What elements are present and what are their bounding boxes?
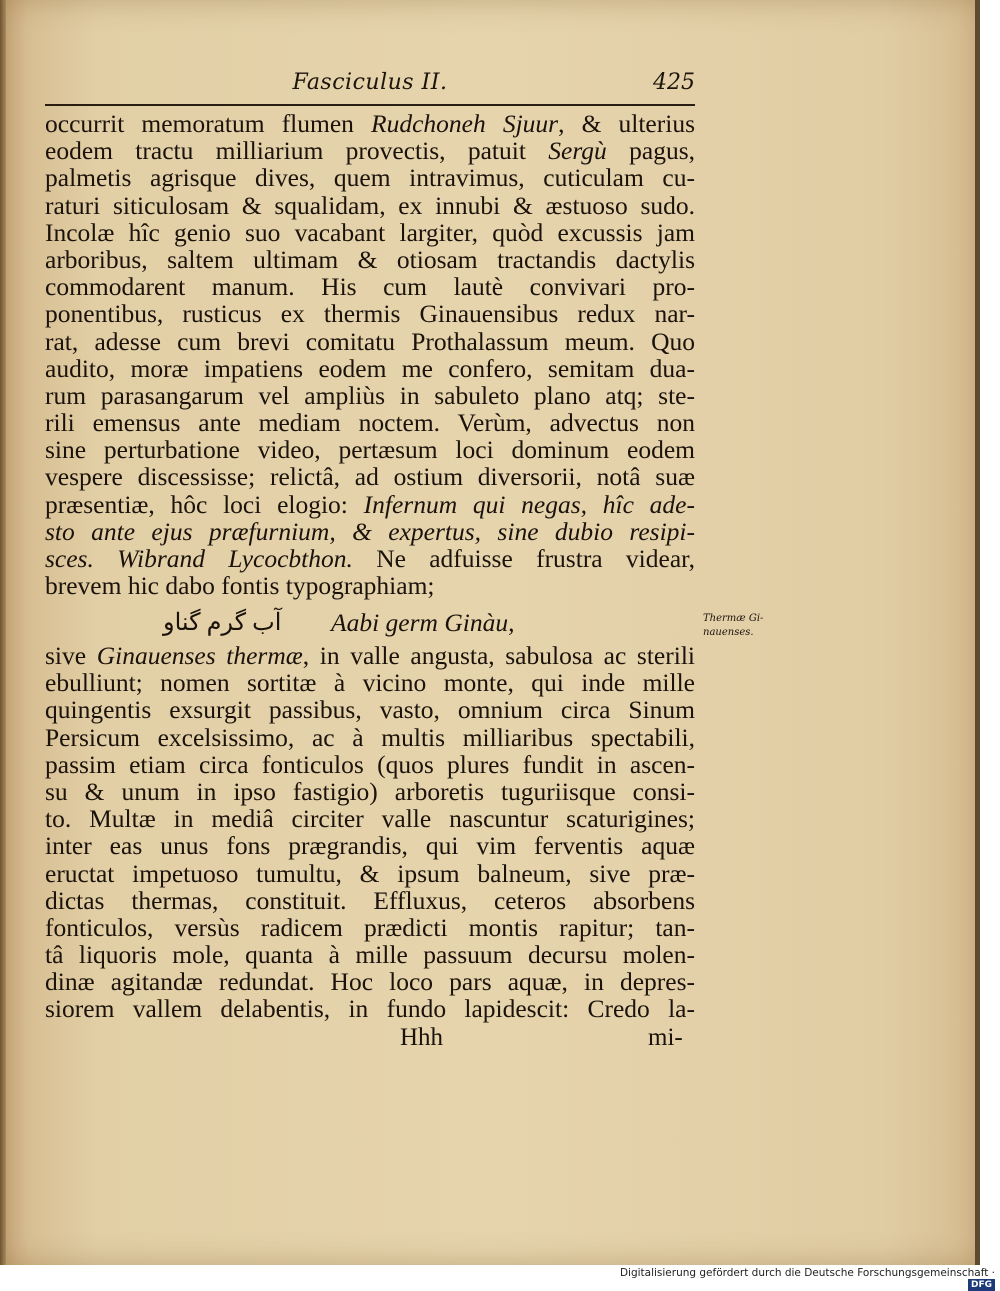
marginal-note-line-2: nauenses. xyxy=(703,627,754,638)
text-segment: occurrit memoratum flumen xyxy=(45,109,372,138)
text-segment: Persicum excelsissimo, ac à multis milliaribus spectabili, xyxy=(45,722,695,752)
digitization-credit xyxy=(600,1267,995,1290)
text-segment: raturi siticulosam & squalidam, ex innubi & æstuoso sudo. xyxy=(45,190,695,220)
text-segment: , in valle angusta, sabulosa ac sterili xyxy=(302,641,695,670)
text-segment: fonticulos, versùs radicem prædicti montis rapitur; tan- xyxy=(45,912,695,942)
text-line xyxy=(45,914,695,941)
text-segment: dictas thermas, constituit. Effluxus, ceteros absorbens xyxy=(45,885,695,915)
text-line xyxy=(45,832,695,859)
running-header xyxy=(45,70,695,104)
text-line xyxy=(45,669,695,696)
catchword: mi- xyxy=(648,1024,683,1051)
text-line xyxy=(45,805,695,832)
text-line xyxy=(45,409,695,436)
header-rule xyxy=(45,104,695,106)
text-line xyxy=(45,491,695,518)
italic-segment: Infernum qui negas, hîc ade- xyxy=(363,489,695,519)
text-segment: arboribus, saltem ultimam & otiosam tractandis dactylis xyxy=(45,244,695,274)
arabic-heading-line xyxy=(45,608,695,638)
text-segment: commodarent manum. His cum lautè convivari pro- xyxy=(45,272,695,302)
italic-segment: Ginauenses thermæ xyxy=(96,641,303,670)
text-segment: quingentis exsurgit passibus, vasto, omnium circa Sinum xyxy=(45,695,695,725)
page-binding-edge xyxy=(0,0,6,1265)
text-segment: vespere discessisse; relictâ, ad ostium diversorii, notâ suæ xyxy=(45,462,695,492)
text-segment: passim etiam circa fonticulos (quos plures fundit in ascen- xyxy=(45,749,695,779)
text-segment: to. Multæ in mediâ circiter valle nascuntur scaturigines; xyxy=(45,804,695,834)
text-segment: , & ulterius xyxy=(558,109,695,138)
italic-segment: sces. Wibrand Lycocbthon. xyxy=(45,544,353,573)
text-segment: pagus, xyxy=(606,136,695,166)
dfg-logo: DFG xyxy=(968,1279,995,1291)
text-line xyxy=(45,518,695,545)
running-title: Fasciculus II. xyxy=(292,70,448,95)
text-line xyxy=(45,273,695,300)
text-segment: brevem hic dabo fontis typographiam; xyxy=(45,571,435,601)
text-line xyxy=(45,328,695,355)
text-line xyxy=(45,545,695,572)
page-number: 425 xyxy=(653,70,695,95)
text-segment: rili emensus ante mediam noctem. Verùm, advectus non xyxy=(45,408,695,438)
text-line xyxy=(45,941,695,968)
text-segment: Ne adfuisse frustra videar, xyxy=(352,544,695,573)
text-line xyxy=(45,382,695,409)
marginal-note xyxy=(703,612,773,640)
text-line xyxy=(45,137,695,164)
text-line xyxy=(45,860,695,887)
text-segment: ebulliunt; nomen sortitæ à vicino monte, qui inde mille xyxy=(45,668,695,698)
text-line xyxy=(45,164,695,191)
page-right-edge xyxy=(975,0,980,1265)
text-segment: Incolæ hîc genio suo vacabant largiter, quòd excussis jam xyxy=(45,217,695,247)
transliteration: Aabi germ Ginàu, xyxy=(331,608,515,637)
arabic-script: آب گرم گناو xyxy=(163,610,282,636)
text-segment: siorem vallem delabentis, in fundo lapidescit: Credo la- xyxy=(45,994,695,1024)
text-line xyxy=(45,778,695,805)
text-line xyxy=(45,642,695,669)
text-line xyxy=(45,887,695,914)
text-line xyxy=(45,192,695,219)
text-line xyxy=(45,968,695,995)
text-line xyxy=(45,246,695,273)
italic-segment: Sergù xyxy=(548,136,607,166)
text-line xyxy=(45,696,695,723)
text-line xyxy=(45,995,695,1022)
text-line xyxy=(45,300,695,327)
text-block-lower xyxy=(45,642,695,1023)
text-line xyxy=(45,219,695,246)
signature-mark: Hhh xyxy=(400,1024,444,1051)
text-segment: audito, moræ impatiens eodem me confero, semitam dua- xyxy=(45,353,695,383)
text-segment: præsentiæ, hôc loci elogio: xyxy=(45,489,364,519)
marginal-note-line-1: Thermæ Gi- xyxy=(703,613,764,624)
text-segment: dinæ agitandæ redundat. Hoc loco pars aquæ, in depres- xyxy=(45,967,695,997)
text-line xyxy=(45,110,695,137)
text-segment: eodem tractu milliarium provectis, patuit xyxy=(45,136,549,166)
text-segment: eructat impetuoso tumultu, & ipsum balneum, sive præ- xyxy=(45,858,695,888)
text-line xyxy=(45,355,695,382)
text-segment: sine perturbatione video, pertæsum loci dominum eodem xyxy=(45,435,695,465)
text-segment: tâ liquoris mole, quanta à mille passuum decursu molen- xyxy=(45,940,695,970)
italic-segment: sto ante ejus præfurnium, & expertus, sine dubio resipi- xyxy=(45,516,695,546)
text-block-upper xyxy=(45,110,695,599)
text-line xyxy=(45,463,695,490)
credit-text: Digitalisierung gefördert durch die Deutsche Forschungsgemeinschaft · xyxy=(619,1267,995,1279)
text-segment: rum parasangarum vel ampliùs in sabuleto plano atq; ste- xyxy=(45,380,695,410)
text-line xyxy=(45,751,695,778)
text-segment: rat, adesse cum brevi comitatu Prothalassum meum. Quo xyxy=(45,326,695,356)
text-segment: su & unum in ipso fastigio) arboretis tuguriisque consi- xyxy=(45,776,695,806)
italic-segment: Rudchoneh Sjuur xyxy=(371,109,559,138)
text-line xyxy=(45,436,695,463)
text-line xyxy=(45,724,695,751)
text-segment: palmetis agrisque dives, quem intravimus, cuticulam cu- xyxy=(45,163,695,193)
text-segment: sive xyxy=(45,641,97,670)
text-line xyxy=(45,572,695,599)
text-segment: ponentibus, rusticus ex thermis Ginauensibus redux nar- xyxy=(45,299,695,329)
text-segment: inter eas unus fons prægrandis, qui vim ferventis aquæ xyxy=(45,831,695,861)
